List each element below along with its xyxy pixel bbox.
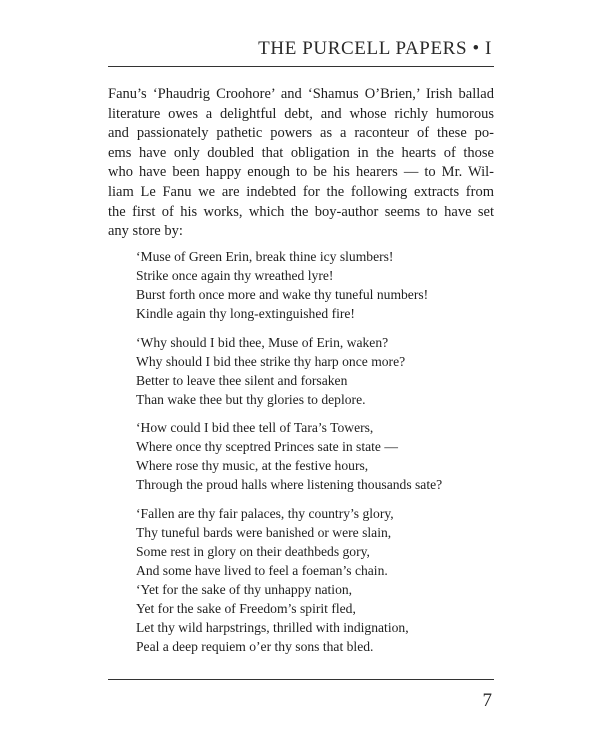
- paragraph-line: liam Le Fanu we are indebted for the following extracts from: [108, 183, 494, 200]
- poem-line: Strike once again thy wreathed lyre!: [136, 267, 334, 283]
- header-rule: [108, 66, 494, 67]
- poem-line: Thy tuneful bards were banished or were slain,: [136, 524, 392, 540]
- page-number: 7: [482, 690, 492, 711]
- poem-line: And some have lived to feel a foeman’s chain.: [136, 562, 388, 578]
- paragraph-line: any store by:: [108, 223, 183, 240]
- paragraph-line: literature owes a delightful debt, and whose richly humorous: [108, 105, 494, 122]
- poem-line: Where rose thy music, at the festive hours,: [136, 457, 369, 473]
- poem-line: ‘Yet for the sake of thy unhappy nation,: [136, 582, 353, 597]
- paragraph-line: and passionately pathetic powers as a raconteur of these po-: [108, 125, 494, 142]
- poem-line: Than wake thee but thy glories to deplore.: [136, 391, 366, 407]
- poem-stanza-1: [136, 248, 486, 324]
- poem-line: ‘Fallen are thy fair palaces, thy country’s glory,: [136, 506, 394, 521]
- poem-stanza-4: [136, 505, 486, 581]
- body-paragraph: [108, 85, 494, 242]
- poem-line: ‘How could I bid thee tell of Tara’s Towers,: [136, 420, 374, 435]
- poem-line: Burst forth once more and wake thy tuneful numbers!: [136, 286, 429, 302]
- poem-stanza-2: [136, 334, 486, 410]
- footer-rule: [108, 679, 494, 680]
- poem-line: Why should I bid thee strike thy harp once more?: [136, 353, 406, 369]
- poem-line: Through the proud halls where listening thousands sate?: [136, 476, 443, 492]
- running-head: THE PURCELL PAPERS • I: [258, 38, 492, 59]
- poem-line: ‘Muse of Green Erin, break thine icy slumbers!: [136, 249, 394, 264]
- paragraph-line: ems have only doubled that obligation in the hearts of those: [108, 144, 494, 161]
- poem-line: Some rest in glory on their deathbeds gory,: [136, 543, 370, 559]
- paragraph-line: who have been happy enough to be his hearers — to Mr. Wil-: [108, 164, 494, 181]
- poem-line: Let thy wild harpstrings, thrilled with indignation,: [136, 619, 409, 635]
- poem-line: Peal a deep requiem o’er thy sons that bled.: [136, 638, 374, 654]
- poem-stanza-5: [136, 581, 486, 657]
- poem-line: ‘Why should I bid thee, Muse of Erin, waken?: [136, 335, 389, 350]
- paragraph-line: the first of his works, which the boy-author seems to have set: [108, 203, 494, 220]
- poem-stanza-3: [136, 419, 486, 495]
- poem-line: Better to leave thee silent and forsaken: [136, 372, 348, 388]
- poem-line: Yet for the sake of Freedom’s spirit fled,: [136, 600, 356, 616]
- poem-line: Where once thy sceptred Princes sate in state —: [136, 438, 398, 454]
- paragraph-line: Fanu’s ‘Phaudrig Croohore’ and ‘Shamus O’Brien,’ Irish ballad: [108, 86, 494, 102]
- poem-line: Kindle again thy long-extinguished fire!: [136, 305, 355, 321]
